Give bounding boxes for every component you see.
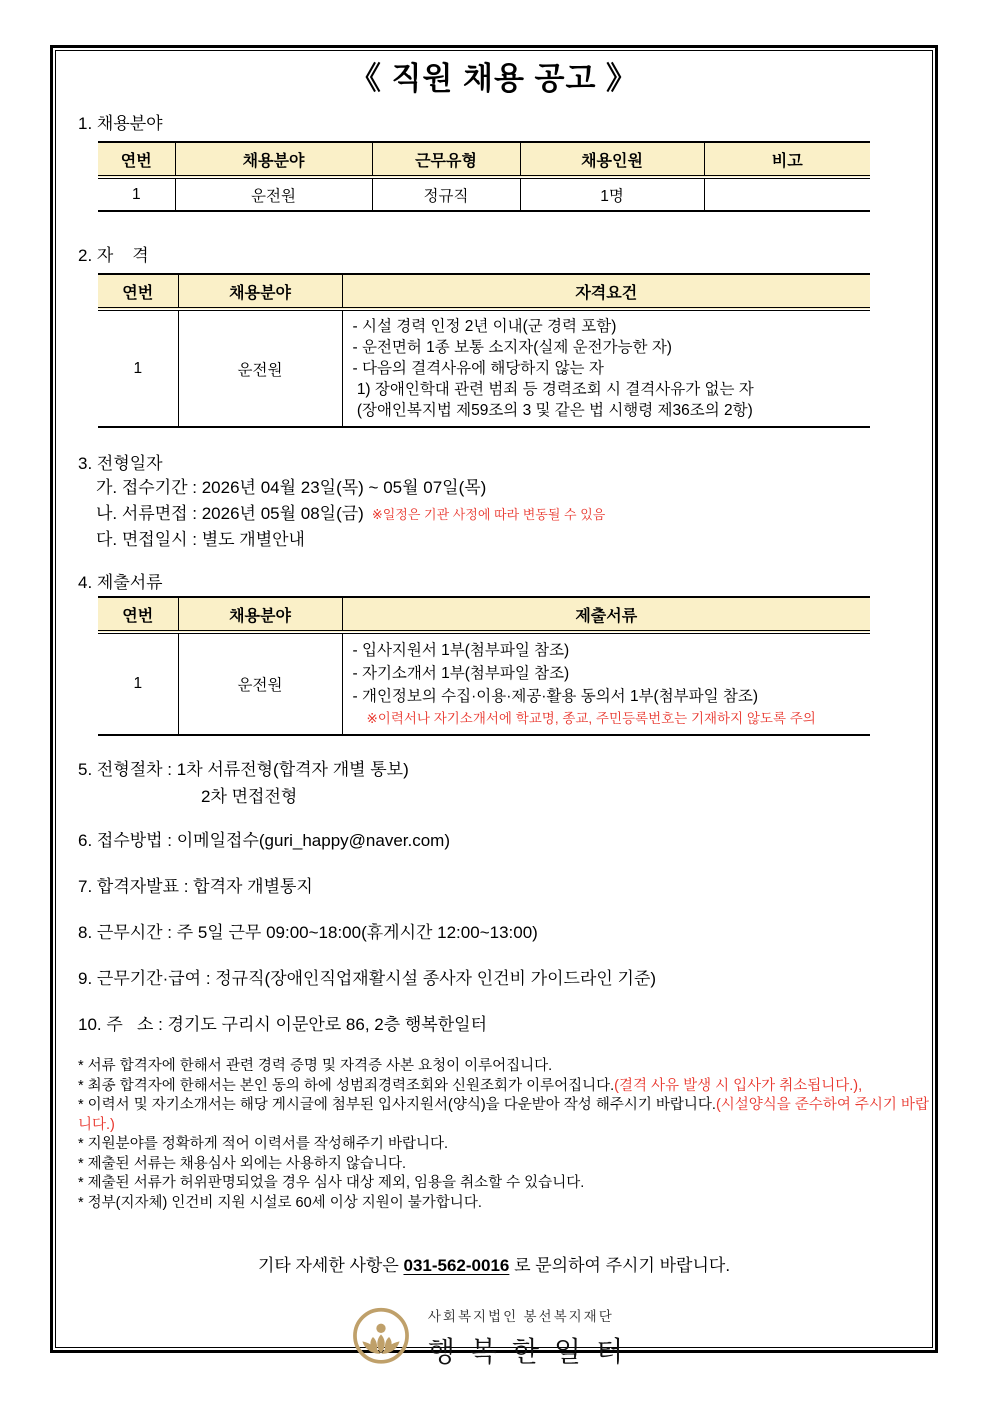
table-header-cell: 제출서류 (342, 597, 870, 632)
table-header-cell: 연번 (98, 274, 178, 309)
section-9-line: 9. 근무기간·급여 : 정규직(장애인직업재활시설 종사자 인건비 가이드라인 기준) (78, 969, 657, 988)
qualification-line: - 시설 경력 인정 2년 이내(군 경력 포함) (352, 318, 617, 335)
table-header-cell: 자격요건 (342, 274, 870, 309)
table-cell: 운전원 (178, 632, 342, 735)
table-cell: 운전원 (178, 309, 342, 427)
note-line: * 이력서 및 자기소개서는 해당 게시글에 첨부된 입사지원서(양식)을 다운받아 작성 해주시기 바랍니다.(시설양식을 준수하여 주시기 바랍니다.) (78, 1097, 929, 1133)
qualification-line: - 다음의 결격사유에 해당하지 않는 자 (352, 360, 604, 377)
submission-line: - 입사지원서 1부(첨부파일 참조) (352, 642, 570, 659)
table-cell: 1 (98, 632, 178, 735)
document-inner-border (55, 50, 933, 1368)
table-header-cell: 채용분야 (175, 142, 372, 177)
table-header-row (98, 142, 870, 177)
note-line: * 서류 합격자에 한해서 관련 경력 증명 및 자격증 사본 요청이 이루어집니다. (78, 1058, 553, 1074)
section-5-line: 5. 전형절차 : 1차 서류전형(합격자 개별 통보) (78, 760, 409, 779)
table-cell: 1 (98, 177, 175, 211)
qualification-cell (342, 309, 870, 427)
contact-suffix: 로 문의하여 주시기 바랍니다. (509, 1256, 731, 1275)
section-1-heading: 1. 채용분야 (78, 114, 163, 133)
schedule-text: 나. 서류면접 : 2026년 05월 08일(금) (96, 504, 364, 523)
qualification-line: 1) 장애인학대 관련 범죄 등 경력조회 시 결격사유가 없는 자 (352, 381, 754, 398)
schedule-note: ※일정은 기관 사정에 따라 변동될 수 있음 (371, 507, 606, 522)
schedule-text: 가. 접수기간 : 2026년 04월 23일(목) ~ 05월 07일(목) (96, 478, 487, 497)
org-text-block (428, 1305, 638, 1370)
submission-warning: ※이력서나 자기소개서에 학교명, 종교, 주민등록번호는 기재하지 않도록 주의 (366, 711, 816, 726)
table-cell: 1 (98, 309, 178, 427)
section-5-line2: 2차 면접전형 (201, 787, 298, 806)
notes-block (78, 1057, 932, 1213)
table-header-cell: 채용분야 (178, 274, 342, 309)
table-cell: 1명 (520, 177, 704, 211)
table-cell (704, 177, 870, 211)
table-header-cell: 근무유형 (372, 142, 520, 177)
recruitment-fields-table (98, 141, 870, 212)
document-border (50, 45, 938, 1368)
note-line: * 최종 합격자에 한해서는 본인 동의 하에 성범죄경력조회와 신원조회가 이루어집니다.(결격 사유 발생 시 입사가 취소됩니다.), (78, 1077, 863, 1094)
contact-prefix: 기타 자세한 사항은 (257, 1256, 404, 1275)
table-row (98, 632, 870, 735)
note-line: * 제출된 서류가 허위판명되었을 경우 심사 대상 제외, 임용을 취소할 수 있습니다. (78, 1175, 585, 1191)
phone-number: 031-562-0016 (403, 1256, 510, 1275)
org-logo (56, 1301, 932, 1373)
section-7-line: 7. 합격자발표 : 합격자 개별통지 (78, 877, 313, 896)
submission-line: - 개인정보의 수집·이용·제공·활용 동의서 1부(첨부파일 참조) (352, 688, 759, 705)
note-line: * 제출된 서류는 채용심사 외에는 사용하지 않습니다. (78, 1155, 406, 1172)
schedule-item (96, 475, 932, 501)
submission-documents-table (98, 596, 870, 736)
section-8-line: 8. 근무시간 : 주 5일 근무 09:00~18:00(휴게시간 12:00~13:00) (78, 923, 538, 942)
table-header-row (98, 274, 870, 309)
submission-line: - 자기소개서 1부(첨부파일 참조) (352, 665, 570, 682)
table-cell: 정규직 (372, 177, 520, 211)
qualification-line: (장애인복지법 제59조의 3 및 같은 법 시행령 제36조의 2항) (352, 402, 753, 419)
schedule-item (96, 501, 932, 527)
table-header-cell: 채용인원 (520, 142, 704, 177)
contact-line (56, 1255, 932, 1277)
table-header-cell: 연번 (98, 597, 178, 632)
page-title: 《 직원 채용 공고 》 (349, 61, 639, 96)
schedule-text: 다. 면접일시 : 별도 개별안내 (96, 530, 305, 549)
table-row (98, 177, 870, 211)
table-header-cell: 채용분야 (178, 597, 342, 632)
note-line: * 지원분야를 정확하게 적어 이력서를 작성해주기 바랍니다. (78, 1136, 449, 1152)
lotus-icon (350, 1306, 412, 1368)
section-2-heading: 2. 자 격 (78, 246, 149, 265)
table-header-row (98, 597, 870, 632)
table-row (98, 309, 870, 427)
section-6-line: 6. 접수방법 : 이메일접수(guri_happy@naver.com) (78, 831, 450, 850)
table-cell: 운전원 (175, 177, 372, 211)
section-4-heading: 4. 제출서류 (78, 573, 163, 592)
org-name-small: 사회복지법인 봉선복지재단 (427, 1308, 614, 1324)
qualification-line: - 운전면허 1종 보통 소지자(실제 운전가능한 자) (352, 339, 672, 356)
org-name-large: 행복한일터 (427, 1336, 639, 1368)
section-10-line: 10. 주 소 : 경기도 구리시 이문안로 86, 2층 행복한일터 (78, 1015, 487, 1034)
qualification-table (98, 273, 870, 428)
table-header-cell: 비고 (704, 142, 870, 177)
schedule-item (96, 527, 932, 553)
submission-cell (342, 632, 870, 735)
note-line: * 정부(지자체) 인건비 지원 시설로 60세 이상 지원이 불가합니다. (78, 1194, 482, 1211)
section-3-heading: 3. 전형일자 (78, 454, 163, 473)
table-header-cell: 연번 (98, 142, 175, 177)
